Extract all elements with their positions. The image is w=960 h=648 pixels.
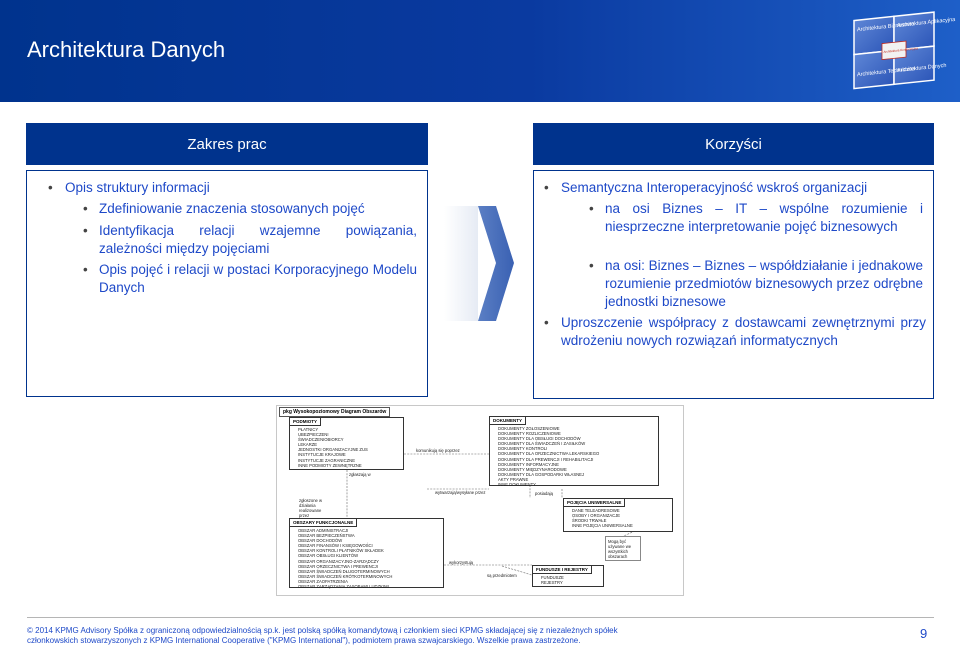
- logo-cell-biz: Architektura Biznesowa: [857, 21, 915, 34]
- list-item: DOKUMENTY ROZLICZENIOWE: [498, 431, 561, 437]
- data-area-diagram: [276, 405, 684, 596]
- scope-item: • Opis struktury informacji: [65, 179, 415, 197]
- relation-label: wykorzystują: [449, 560, 473, 565]
- list-item: INSTYTUCJE KRAJOWE: [298, 452, 346, 458]
- list-item: OBSZAR ZARZĄDZANIA ZASOBAMI LUDZKIMI: [298, 584, 389, 590]
- list-item: OBSZAR ORZECZNICTWA I PREWENCJI: [298, 563, 378, 569]
- list-item: DOKUMENTY DLA ŚWIADCZEŃ I ZASIŁKÓW: [498, 441, 586, 447]
- list-item: ŚRODKI TRWAŁE: [572, 518, 607, 524]
- note-text: Mogą być używane we wszystkich obszarach: [608, 539, 632, 559]
- list-item: INSTYTUCJE ZAGRANICZNE: [298, 457, 355, 463]
- relation-label: zgłoszone w: [299, 498, 323, 503]
- relation-label: zgłaszają w: [349, 472, 371, 477]
- scope-subitem: • Zdefiniowanie znaczenia stosowanych pojęć: [99, 200, 417, 218]
- logo-cell-data: Architektura Danych: [897, 62, 947, 75]
- list-item: OBSZAR OBSŁUGI KLIENTÓW: [298, 553, 359, 559]
- logo-center: Architektura Korporacyjna: [883, 46, 918, 54]
- list-item: LEKARZE: [298, 442, 318, 448]
- list-item: JEDNOSTKI ORGANIZACYJNE ZUS: [298, 447, 368, 453]
- list-item: OBSZAR DOCHODÓW: [298, 538, 343, 544]
- scope-subitem: • Opis pojęć i relacji w postaci Korporacyjnego Modelu Danych: [99, 261, 417, 297]
- relation-label: wytwarzają/wysyłane przez: [435, 490, 486, 495]
- page-number: 9: [920, 626, 928, 641]
- benefit-item: • Uproszczenie współpracy z dostawcami zewnętrznymi przy wdrożeniu nowych rozwiązań informatycznych: [561, 314, 926, 350]
- list-item: ŚWIADCZENIOBIORCY: [298, 437, 344, 443]
- logo-cell-tech: Architektura Techniczna: [857, 66, 916, 79]
- diagram-box-dokumenty: [489, 416, 659, 486]
- benefit-subitem: • na osi: Biznes – Biznes – współdziałanie i jednakowe rozumienie przedmiotów biznesowych przez odrębne jednostki biznesowe: [605, 257, 923, 311]
- scope-panel-header: Zakres prac: [26, 123, 428, 165]
- list-item: DOKUMENTY DLA GOSPODARKI WŁASNEJ: [498, 471, 585, 477]
- footer-divider: [27, 617, 934, 618]
- list-item: OBSZAR BEZPIECZEŃSTWA: [298, 533, 355, 539]
- diagram-box-list: [490, 424, 658, 487]
- footer-copyright-line2: członkowskich stowarzyszonych z KPMG International Cooperative ("KPMG International"), podmiotem prawa szwajcarskiego. Wszelkie prawa zastrzeżone.: [27, 636, 581, 645]
- diagram-box-header: DOKUMENTY: [490, 417, 526, 425]
- list-item: INNE PODMIOTY ZEWNĘTRZNE: [298, 462, 362, 468]
- diagram-box-podmioty: [289, 417, 404, 470]
- diagram-box-fundusze: [532, 565, 604, 587]
- diagram-box-list: [533, 573, 603, 585]
- list-item: DOKUMENTY INFORMACYJNE: [498, 461, 559, 467]
- list-item: DOKUMENTY KONTROLI: [498, 446, 548, 452]
- benefit-subitem: • na osi Biznes – IT – wspólne rozumienie i niesprzeczne interpretowanie pojęć biznesowych: [605, 200, 923, 236]
- diagram-box-header: OBSZARY FUNKCJONALNE: [290, 519, 357, 527]
- relation-label: działania realizowane przez: [299, 503, 322, 518]
- list-item: OBSZAR ŚWIADCZEŃ KRÓTKOTERMINOWYCH: [298, 573, 393, 579]
- relation-label: są przedmiotem: [487, 573, 517, 578]
- list-item: PŁATNICY: [298, 427, 319, 432]
- list-item: REJESTRY: [541, 580, 563, 586]
- list-item: DOKUMENTY DLA PREWENCJI I REHABILITACJI: [498, 456, 594, 462]
- list-item: DOKUMENTY DLA OBSŁUGI DOCHODÓW: [498, 436, 581, 442]
- list-item: OBSZAR ADMINISTRACJI: [298, 528, 349, 533]
- benefit-item: • Semantyczna Interoperacyjność wskroś organizacji: [561, 179, 921, 197]
- list-item: DANE TELEADRESOWE: [572, 508, 620, 513]
- diagram-box-header: PODMIOTY: [290, 418, 321, 426]
- list-item: DOKUMENTY DLA ORZECZNICTWA LEKARSKIEGO: [498, 451, 600, 457]
- list-item: INNE DOKUMENTY: [498, 482, 536, 488]
- list-item: UBEZPIECZENI: [298, 432, 329, 438]
- list-item: OBSZAR ŚWIADCZEŃ DŁUGOTERMINOWYCH: [298, 568, 390, 574]
- scope-panel-body: [26, 170, 428, 397]
- relation-label: posiadają: [535, 491, 553, 496]
- footer-copyright-line1: © 2014 KPMG Advisory Spółka z ograniczoną odpowiedzialnością sp.k. jest polską spółką komandytową i członkiem sieci KPMG składającej się z niezależnych spółek: [27, 626, 618, 635]
- list-item: DOKUMENTY MIĘDZYNARODOWE: [498, 466, 567, 472]
- diagram-box-header: FUNDUSZE I REJESTRY: [533, 566, 592, 574]
- list-item: OBSZAR FINANSÓW I KSIĘGOWOŚCI: [298, 543, 373, 549]
- list-item: OBSZAR ORGANIZACYJNO-ZARZĄDCZY: [298, 558, 379, 564]
- list-item: OBSZAR KONTROLI PŁATNIKÓW SKŁADEK: [298, 548, 384, 554]
- diagram-box-list: [290, 425, 403, 468]
- diagram-title: pkg Wysokopoziomowy Diagram Obszarów: [279, 407, 390, 417]
- list-item: AKTY PRAWNE: [498, 476, 529, 482]
- diagram-note: [605, 536, 641, 561]
- diagram-box-pojecia: [563, 498, 673, 532]
- header-bar: [0, 0, 960, 102]
- logo-cell-app: Architektura Aplikacyjna: [897, 16, 956, 30]
- scope-subitem: • Identyfikacja relacji wzajemne powiązania, zależności między pojęciami: [99, 222, 417, 258]
- page-title: Architektura Danych: [27, 37, 226, 62]
- list-item: FUNDUSZE: [541, 575, 564, 580]
- list-item: OSOBY I ORGANIZACJE: [572, 513, 621, 519]
- chevron-right-icon: [444, 206, 516, 321]
- diagram-box-header: POJĘCIA UNIWERSALNE: [564, 499, 625, 507]
- list-item: INNE POJĘCIA UNIWERSALNE: [572, 523, 633, 529]
- diagram-box-obszary: [289, 518, 444, 588]
- benefits-panel-header: Korzyści: [533, 123, 934, 165]
- benefits-panel-body: [533, 170, 934, 399]
- diagram-box-list: [290, 526, 443, 589]
- list-item: DOKUMENTY ZGŁOSZENIOWE: [498, 426, 560, 431]
- diagram-box-list: [564, 506, 672, 528]
- relation-label: komunikują się poprzez: [416, 448, 460, 453]
- architecture-logo-icon: [840, 8, 956, 88]
- list-item: OBSZAR ZAOPATRZENIA: [298, 578, 348, 584]
